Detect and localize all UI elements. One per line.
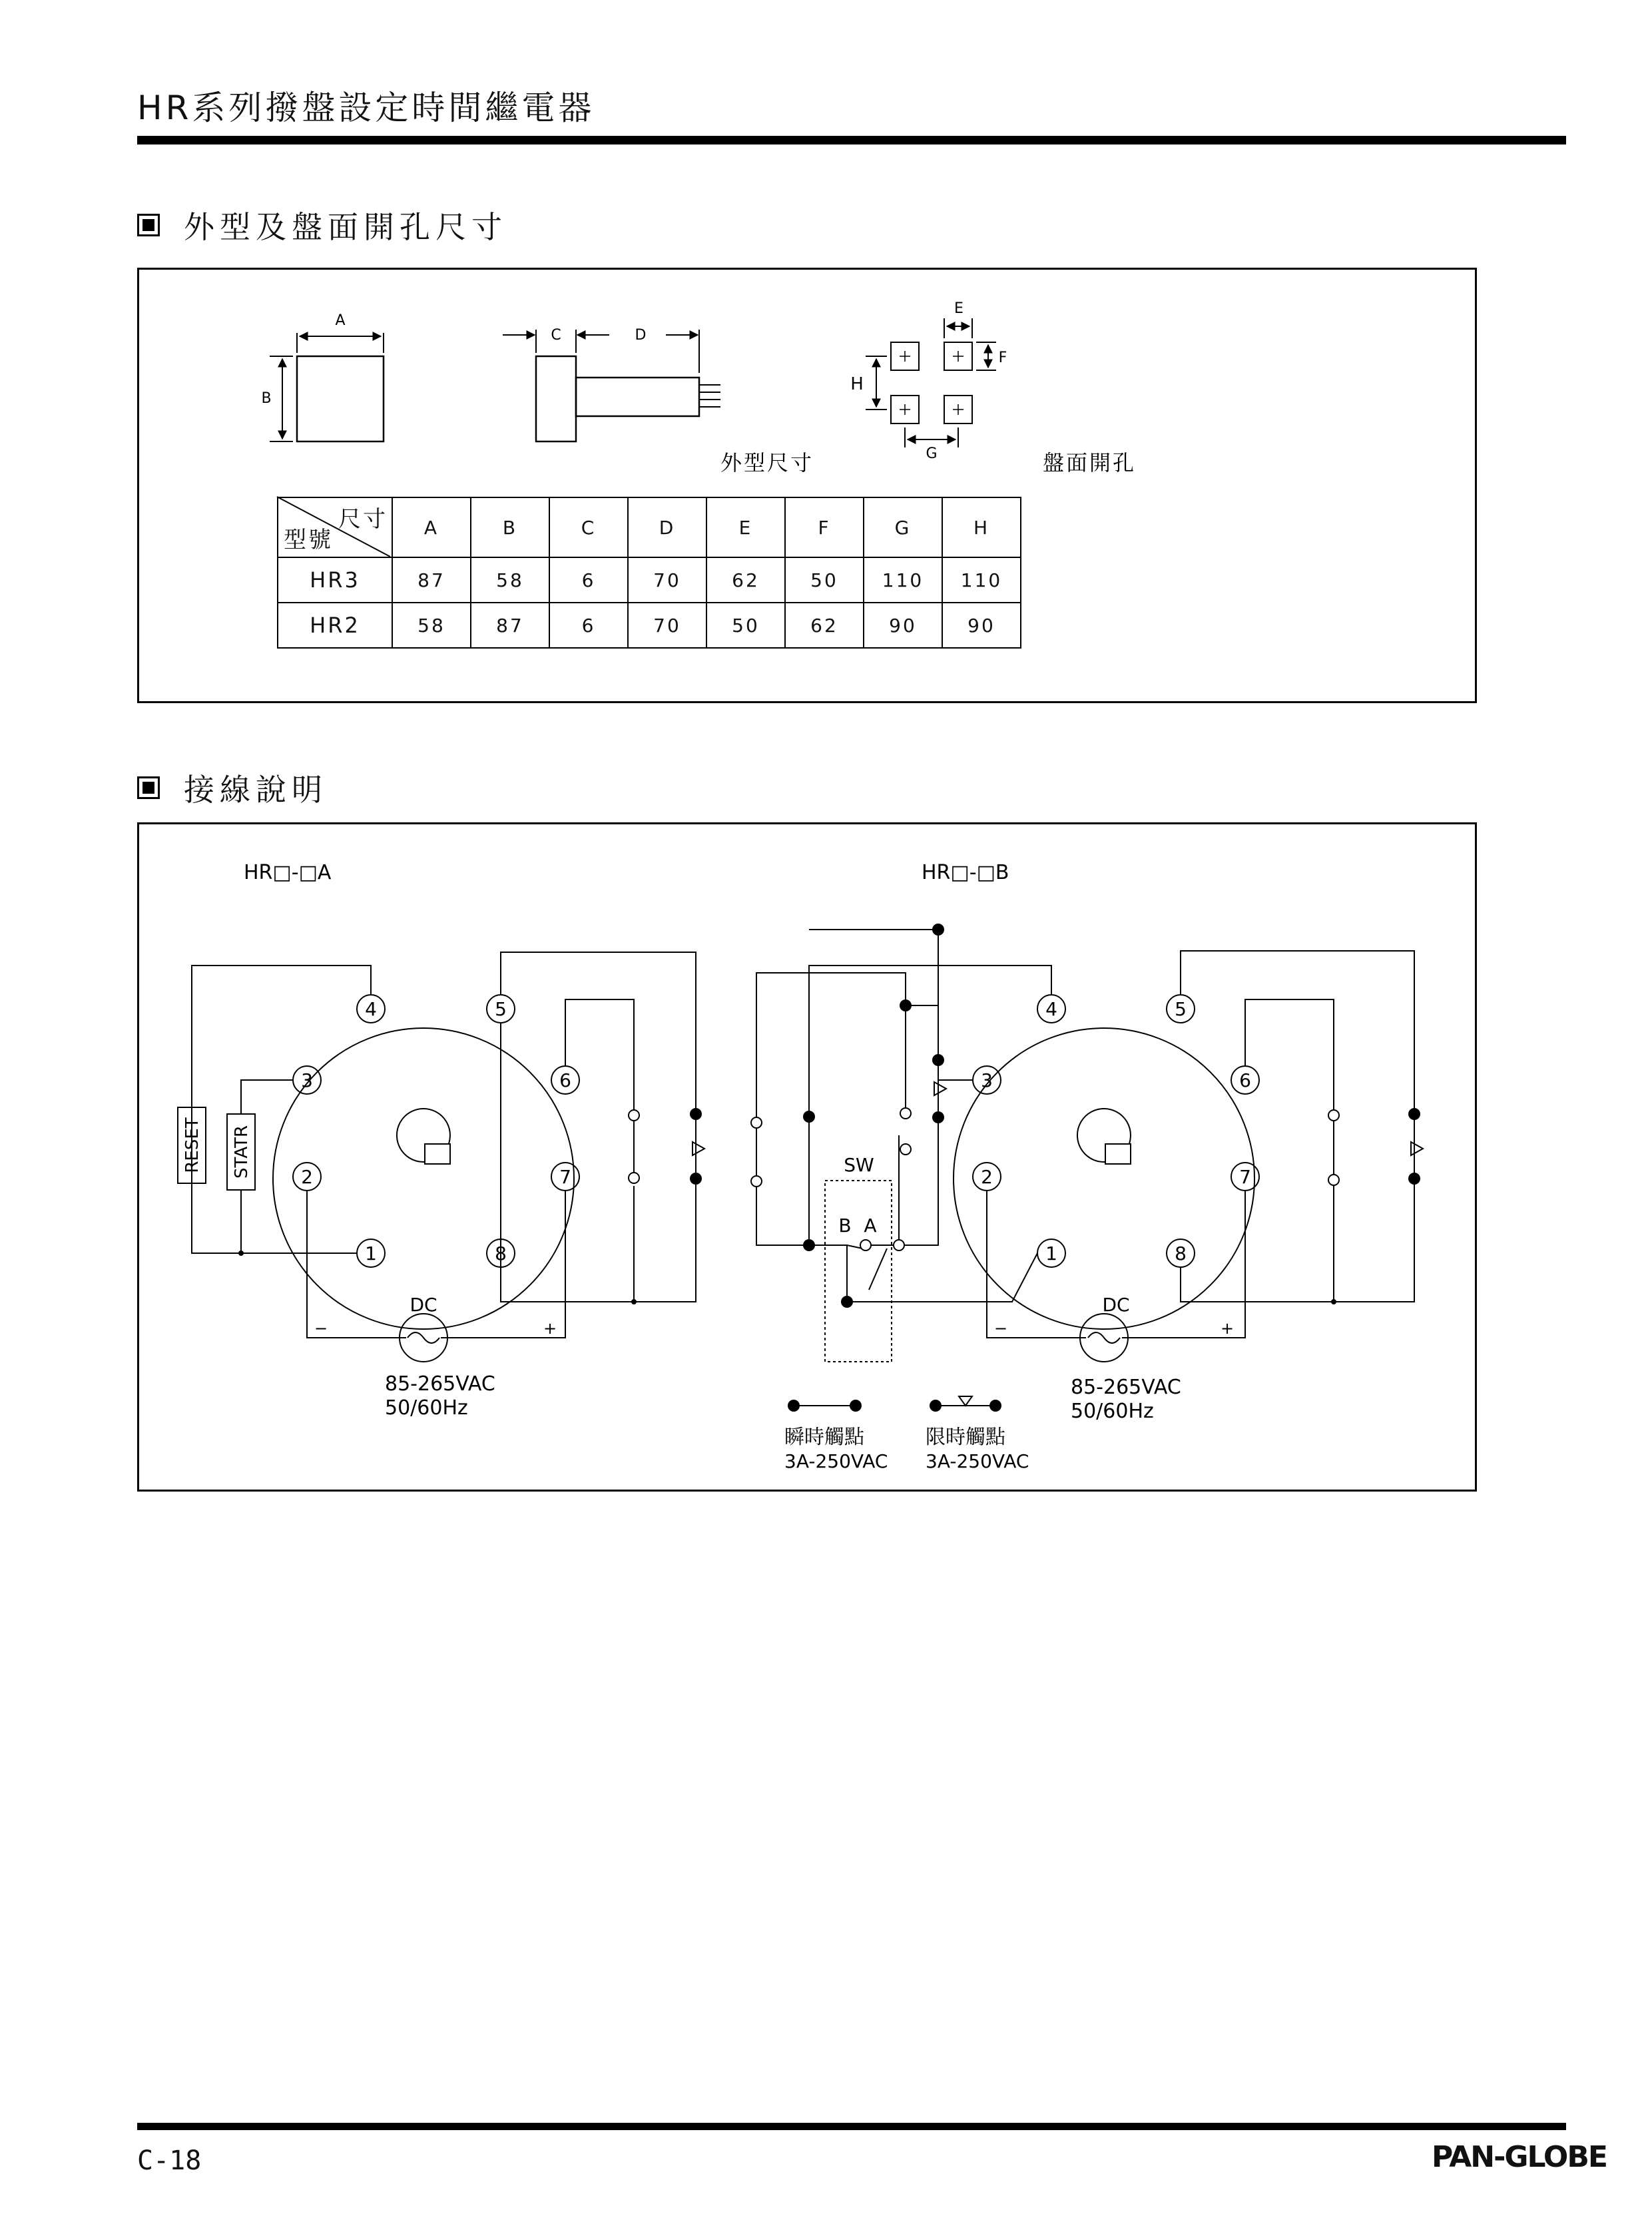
dim-c-label: C [551, 327, 561, 344]
reset-label: RESET [182, 1117, 202, 1173]
side-view-drawing [503, 327, 720, 441]
switch-b-label: B [838, 1215, 852, 1237]
table-cell: 58 [471, 557, 549, 603]
table-cell: 6 [549, 557, 628, 603]
terminal-7: 7 [1239, 1166, 1251, 1188]
table-header-cell: C [549, 497, 628, 557]
table-cell: 90 [864, 603, 942, 648]
supply-frequency-b: 50/60Hz [1071, 1400, 1154, 1423]
dim-f-label: F [998, 350, 1007, 366]
dim-e-label: E [954, 300, 964, 317]
table-header-cell: H [942, 497, 1021, 557]
outline-dimensions-label: 外型尺寸 [720, 450, 814, 475]
terminal-1: 1 [365, 1243, 377, 1264]
table-cell: 110 [942, 557, 1021, 603]
page-title: HR系列撥盤設定時間繼電器 [137, 89, 595, 127]
table-cell: 62 [785, 603, 864, 648]
plus-label-b: + [1220, 1319, 1235, 1338]
dimensions-table [277, 497, 1021, 649]
terminal-1: 1 [1045, 1243, 1057, 1264]
table-header-cell: F [785, 497, 864, 557]
table-cell: 70 [628, 603, 706, 648]
table-cell: 70 [628, 557, 706, 603]
table-header-cell: A [392, 497, 471, 557]
dim-h-label: H [850, 374, 864, 394]
table-cell: 110 [864, 557, 942, 603]
table-cell: 50 [706, 603, 785, 648]
square-bullet-icon [137, 776, 160, 799]
terminal-8: 8 [1175, 1243, 1187, 1264]
instant-contact-rating: 3A-250VAC [784, 1450, 888, 1472]
table-cell: 62 [706, 557, 785, 603]
page-number: C-18 [137, 2145, 202, 2176]
terminal-5: 5 [1175, 998, 1187, 1020]
terminal-6: 6 [559, 1069, 571, 1091]
terminal-3: 3 [981, 1069, 993, 1091]
table-cell: 90 [942, 603, 1021, 648]
table-model-cell: HR2 [278, 603, 392, 648]
panel-cutout-drawing [850, 300, 1007, 462]
table-corner-cell [278, 497, 392, 557]
footer-rule [137, 2123, 1566, 2130]
supply-frequency-a: 50/60Hz [385, 1396, 468, 1420]
terminal-2: 2 [301, 1166, 313, 1188]
dim-g-label: G [926, 445, 938, 462]
table-header-cell: B [471, 497, 549, 557]
terminal-8: 8 [495, 1243, 507, 1264]
table-cell: 6 [549, 603, 628, 648]
dim-b-label: B [261, 390, 272, 407]
terminal-7: 7 [559, 1166, 571, 1188]
brand-logo: PAN-GLOBE [1432, 2140, 1607, 2174]
supply-voltage-a: 85-265VAC [385, 1372, 495, 1396]
dc-label-b: DC [1102, 1294, 1130, 1316]
terminal-3: 3 [301, 1069, 313, 1091]
dc-label-a: DC [410, 1294, 437, 1316]
corner-model-label: 型號 [284, 527, 333, 553]
minus-label-a: − [314, 1319, 328, 1338]
switch-a-label: A [864, 1215, 877, 1237]
table-header-cell: D [628, 497, 706, 557]
dim-a-label: A [335, 312, 346, 329]
terminal-4: 4 [365, 998, 377, 1020]
plus-label-a: + [543, 1319, 557, 1338]
dim-d-label: D [635, 327, 647, 344]
instant-contact-label: 瞬時觸點 [784, 1426, 864, 1449]
diagram-b-title: HR□-□B [922, 861, 1009, 884]
table-cell: 58 [392, 603, 471, 648]
corner-size-label: 尺寸 [338, 506, 388, 533]
table-cell: 50 [785, 557, 864, 603]
timed-contact-label: 限時觸點 [926, 1426, 1005, 1449]
wiring-diagrams [0, 822, 1652, 1495]
timed-contact-rating: 3A-250VAC [926, 1450, 1029, 1472]
minus-label-b: − [993, 1319, 1008, 1338]
start-label: STATR [232, 1125, 252, 1179]
terminal-2: 2 [981, 1166, 993, 1188]
table-row [278, 557, 1021, 603]
table-row [278, 603, 1021, 648]
terminal-6: 6 [1239, 1069, 1251, 1091]
sw-label: SW [844, 1154, 874, 1176]
table-header-cell: G [864, 497, 942, 557]
terminal-5: 5 [495, 998, 507, 1020]
table-cell: 87 [392, 557, 471, 603]
terminal-4: 4 [1045, 998, 1057, 1020]
section-wiring-heading [137, 766, 328, 810]
table-header-row [278, 497, 1021, 557]
supply-voltage-b: 85-265VAC [1071, 1376, 1181, 1399]
table-cell: 87 [471, 603, 549, 648]
section-wiring-title: 接線說明 [184, 772, 328, 808]
section-dimensions-title: 外型及盤面開孔尺寸 [184, 209, 507, 245]
panel-cutout-label: 盤面開孔 [1042, 450, 1137, 475]
table-model-cell: HR3 [278, 557, 392, 603]
diagram-a-title: HR□-□A [244, 861, 332, 884]
table-header-cell: E [706, 497, 785, 557]
front-view-drawing [261, 312, 384, 441]
